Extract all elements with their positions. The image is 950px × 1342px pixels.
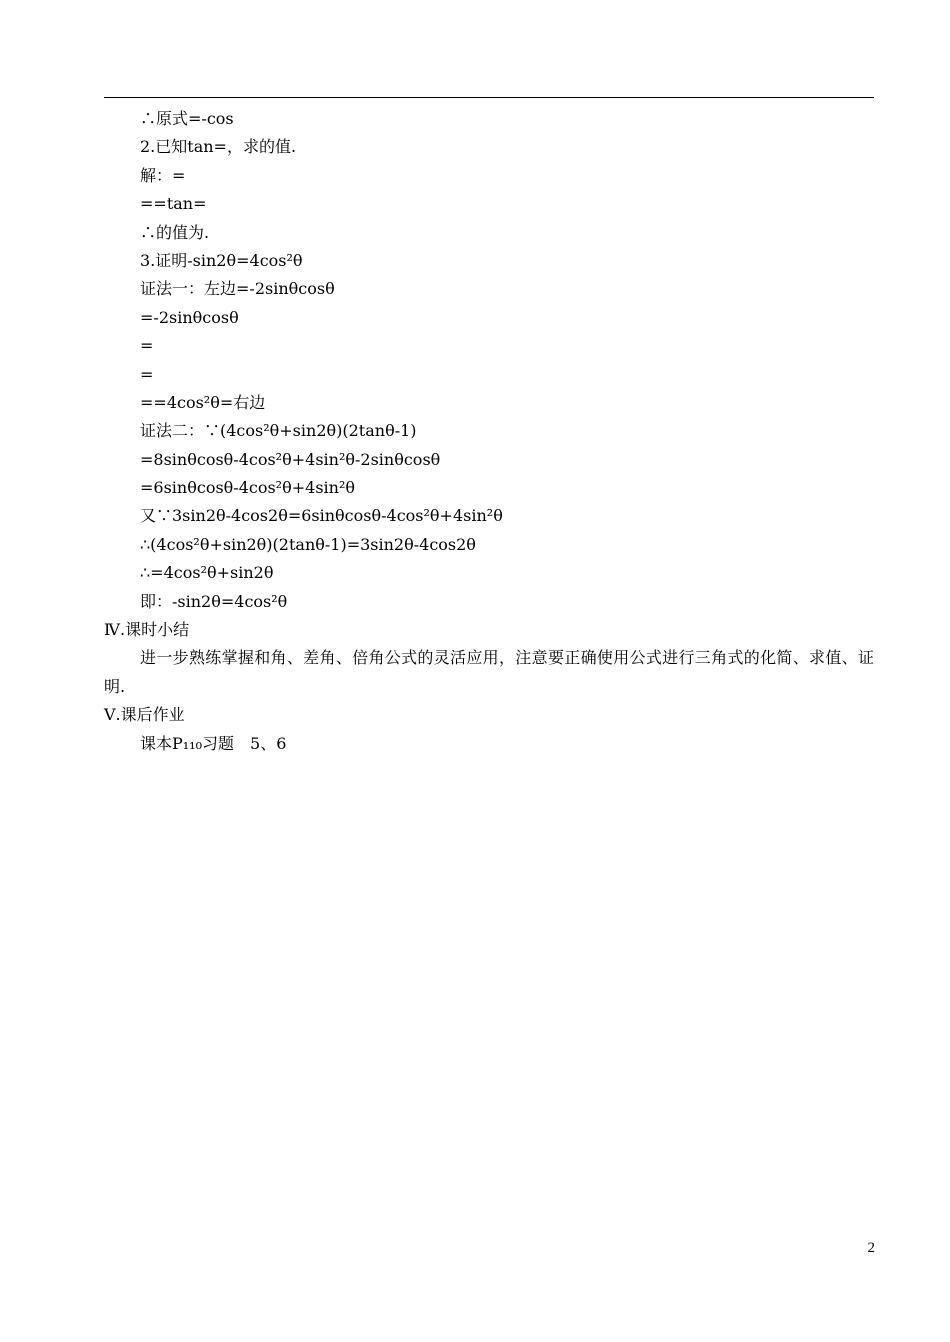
text-line: 即：-sin2θ=4cos²θ: [140, 591, 288, 611]
section-heading-homework: Ⅴ.课后作业: [104, 705, 185, 725]
text-line: =6sinθcosθ-4cos²θ+4sin²θ: [140, 478, 355, 498]
text-line: 解：=: [140, 165, 186, 185]
homework-assignment: 课本P₁₁₀习题 5、6: [140, 733, 287, 753]
text-line: 又∵3sin2θ-4cos2θ=6sinθcosθ-4cos²θ+4sin²θ: [140, 506, 503, 526]
text-line: 3.证明-sin2θ=4cos²θ: [140, 250, 303, 270]
text-line: 证法一：左边=-2sinθcosθ: [140, 279, 335, 299]
section-heading-summary: Ⅳ.课时小结: [104, 620, 190, 640]
text-line: ==tan=: [140, 194, 207, 214]
text-line: =: [140, 336, 154, 356]
text-line: ∴原式=-cos: [140, 109, 234, 128]
text-line: ∴(4cos²θ+sin2θ)(2tanθ-1)=3sin2θ-4cos2θ: [140, 534, 476, 554]
text-line: ∴的值为.: [140, 222, 210, 242]
text-line: =: [140, 364, 154, 384]
summary-paragraph: 进一步熟练掌握和角、差角、倍角公式的灵活应用，注意要正确使用公式进行三角式的化简、求值、证明.: [104, 648, 874, 696]
header-rule: [104, 97, 874, 98]
text-line: ==4cos²θ=右边: [140, 392, 266, 412]
text-line: 证法二：∵(4cos²θ+sin2θ)(2tanθ-1): [140, 421, 417, 441]
text-line: =8sinθcosθ-4cos²θ+4sin²θ-2sinθcosθ: [140, 449, 441, 469]
page-number: 2: [867, 1240, 875, 1256]
page-content: [104, 105, 874, 758]
text-line: ∴=4cos²θ+sin2θ: [140, 563, 274, 583]
text-line: =-2sinθcosθ: [140, 307, 239, 327]
text-line: 2.已知tan=，求的值.: [140, 137, 297, 157]
